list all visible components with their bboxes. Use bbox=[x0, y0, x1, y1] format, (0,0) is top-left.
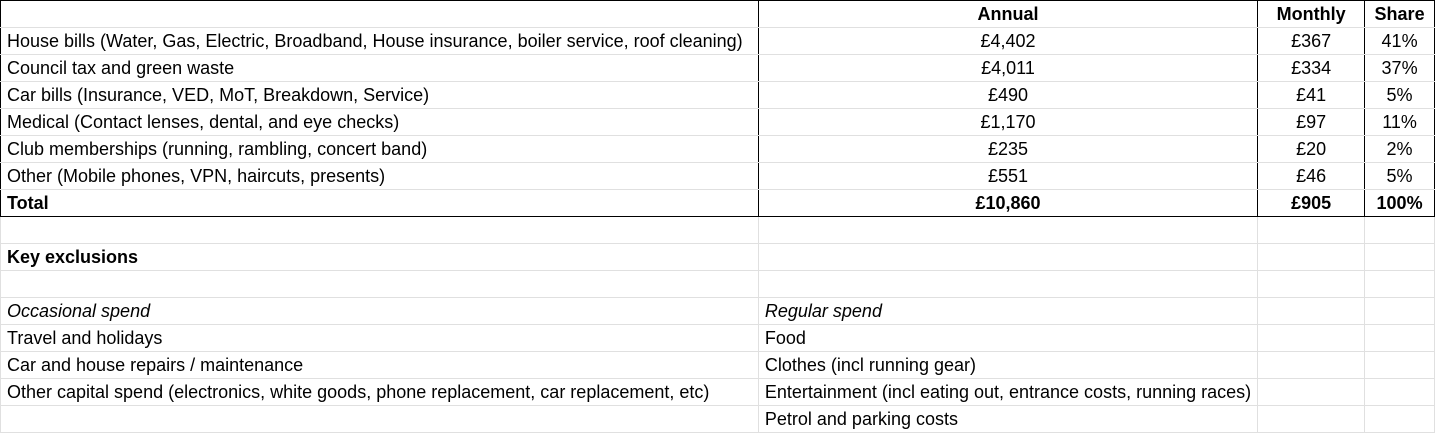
empty-row bbox=[1, 271, 1435, 298]
empty-cell[interactable] bbox=[758, 271, 1257, 298]
empty-cell[interactable] bbox=[1365, 244, 1435, 271]
empty-cell[interactable] bbox=[1, 406, 759, 433]
exclusions-heading-row bbox=[1, 298, 1435, 325]
empty-cell[interactable] bbox=[1365, 352, 1435, 379]
empty-cell[interactable] bbox=[1258, 379, 1365, 406]
exclusion-row bbox=[1, 379, 1435, 406]
empty-cell[interactable] bbox=[1365, 325, 1435, 352]
empty-cell[interactable] bbox=[1365, 379, 1435, 406]
exclusions-title[interactable]: Key exclusions bbox=[1, 244, 759, 271]
regular-item[interactable]: Petrol and parking costs bbox=[758, 406, 1257, 433]
monthly-cell[interactable]: £46 bbox=[1258, 163, 1365, 190]
empty-cell[interactable] bbox=[1258, 352, 1365, 379]
table-row bbox=[1, 109, 1435, 136]
monthly-cell[interactable]: £367 bbox=[1258, 28, 1365, 55]
row-label-cell[interactable]: House bills (Water, Gas, Electric, Broadband, House insurance, boiler service, roof cleaning) bbox=[1, 28, 759, 55]
exclusion-row bbox=[1, 325, 1435, 352]
exclusions-title-row bbox=[1, 244, 1435, 271]
occasional-item[interactable]: Car and house repairs / maintenance bbox=[1, 352, 759, 379]
exclusion-row bbox=[1, 406, 1435, 433]
empty-cell[interactable] bbox=[1365, 298, 1435, 325]
header-row bbox=[1, 1, 1435, 28]
header-cell-monthly[interactable]: Monthly bbox=[1258, 1, 1365, 28]
empty-cell[interactable] bbox=[1365, 217, 1435, 244]
empty-cell[interactable] bbox=[1258, 325, 1365, 352]
share-cell[interactable]: 37% bbox=[1365, 55, 1435, 82]
monthly-cell[interactable]: £97 bbox=[1258, 109, 1365, 136]
annual-cell[interactable]: £4,402 bbox=[758, 28, 1257, 55]
empty-cell[interactable] bbox=[758, 217, 1257, 244]
empty-cell[interactable] bbox=[1365, 271, 1435, 298]
share-cell[interactable]: 2% bbox=[1365, 136, 1435, 163]
regular-item[interactable]: Entertainment (incl eating out, entrance costs, running races) bbox=[758, 379, 1257, 406]
empty-cell[interactable] bbox=[1258, 298, 1365, 325]
empty-cell[interactable] bbox=[1, 271, 759, 298]
share-cell[interactable]: 5% bbox=[1365, 163, 1435, 190]
row-label-cell[interactable]: Council tax and green waste bbox=[1, 55, 759, 82]
share-cell[interactable]: 41% bbox=[1365, 28, 1435, 55]
annual-cell[interactable]: £235 bbox=[758, 136, 1257, 163]
annual-cell[interactable]: £551 bbox=[758, 163, 1257, 190]
header-cell-share[interactable]: Share bbox=[1365, 1, 1435, 28]
exclusion-row bbox=[1, 352, 1435, 379]
empty-cell[interactable] bbox=[1365, 406, 1435, 433]
occasional-item[interactable]: Travel and holidays bbox=[1, 325, 759, 352]
monthly-cell[interactable]: £41 bbox=[1258, 82, 1365, 109]
header-cell-label[interactable] bbox=[1, 1, 759, 28]
total-label-cell[interactable]: Total bbox=[1, 190, 759, 217]
empty-cell[interactable] bbox=[1, 217, 759, 244]
share-cell[interactable]: 5% bbox=[1365, 82, 1435, 109]
table-row bbox=[1, 28, 1435, 55]
occasional-spend-heading[interactable]: Occasional spend bbox=[1, 298, 759, 325]
regular-item[interactable]: Food bbox=[758, 325, 1257, 352]
annual-cell[interactable]: £4,011 bbox=[758, 55, 1257, 82]
empty-row bbox=[1, 217, 1435, 244]
row-label-cell[interactable]: Club memberships (running, rambling, concert band) bbox=[1, 136, 759, 163]
header-cell-annual[interactable]: Annual bbox=[758, 1, 1257, 28]
table-row bbox=[1, 163, 1435, 190]
total-share-cell[interactable]: 100% bbox=[1365, 190, 1435, 217]
monthly-cell[interactable]: £334 bbox=[1258, 55, 1365, 82]
empty-cell[interactable] bbox=[1258, 406, 1365, 433]
empty-cell[interactable] bbox=[1258, 217, 1365, 244]
row-label-cell[interactable]: Medical (Contact lenses, dental, and eye checks) bbox=[1, 109, 759, 136]
table-row bbox=[1, 136, 1435, 163]
row-label-cell[interactable]: Car bills (Insurance, VED, MoT, Breakdown, Service) bbox=[1, 82, 759, 109]
total-monthly-cell[interactable]: £905 bbox=[1258, 190, 1365, 217]
regular-spend-heading[interactable]: Regular spend bbox=[758, 298, 1257, 325]
row-label-cell[interactable]: Other (Mobile phones, VPN, haircuts, presents) bbox=[1, 163, 759, 190]
empty-cell[interactable] bbox=[1258, 244, 1365, 271]
annual-cell[interactable]: £1,170 bbox=[758, 109, 1257, 136]
total-annual-cell[interactable]: £10,860 bbox=[758, 190, 1257, 217]
regular-item[interactable]: Clothes (incl running gear) bbox=[758, 352, 1257, 379]
empty-cell[interactable] bbox=[758, 244, 1257, 271]
share-cell[interactable]: 11% bbox=[1365, 109, 1435, 136]
total-row bbox=[1, 190, 1435, 217]
table-row bbox=[1, 82, 1435, 109]
empty-cell[interactable] bbox=[1258, 271, 1365, 298]
monthly-cell[interactable]: £20 bbox=[1258, 136, 1365, 163]
table-row bbox=[1, 55, 1435, 82]
occasional-item[interactable]: Other capital spend (electronics, white goods, phone replacement, car replacement, etc) bbox=[1, 379, 759, 406]
annual-cell[interactable]: £490 bbox=[758, 82, 1257, 109]
